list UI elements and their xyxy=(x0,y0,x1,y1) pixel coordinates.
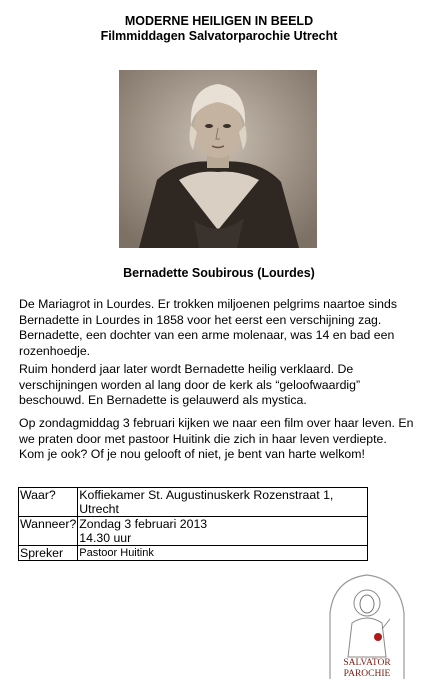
table-row xyxy=(19,517,368,546)
where-value: Koffiekamer St. Augustinuskerk Rozenstraat 1, Utrecht xyxy=(78,488,368,517)
when-cell xyxy=(78,517,368,546)
portrait-photo xyxy=(119,70,317,248)
welcome-text: Kom je ook? Of je nou gelooft of niet, je bent van harte welkom! xyxy=(19,447,365,461)
paragraph-canonization: Ruim honderd jaar later wordt Bernadette heilig verklaard. De verschijningen worden al lang door de kerk als “geloofwaardig” beschouwd. En Bernadette is gelauwerd als mystica. xyxy=(19,362,361,407)
speaker-label: Spreker xyxy=(19,546,78,561)
table-row xyxy=(19,488,368,517)
when-label: Wanneer? xyxy=(19,517,78,546)
logo-line2: PAROCHIE xyxy=(343,669,391,679)
subject-title: Bernadette Soubirous (Lourdes) xyxy=(123,266,315,280)
paragraph-intro: De Mariagrot in Lourdes. Er trokken miljoenen pelgrims naartoe sinds Bernadette in Lourdes in 1858 voor het eerst een verschijning zag. Bernadette, een dochter van een arme molenaar, was 14 en bad een rozenhoedje. xyxy=(19,297,397,358)
where-label: Waar? xyxy=(19,488,78,517)
when-date: Zondag 3 februari 2013 xyxy=(79,517,208,531)
header xyxy=(0,14,438,44)
when-time: 14.30 uur xyxy=(79,531,132,545)
salvator-parochie-logo xyxy=(324,573,410,681)
invitation-text: Op zondagmiddag 3 februari kijken we naar een film over haar leven. En we praten door met pastoor Huitink die zich in haar leven verdiepte. xyxy=(19,416,414,446)
page-title: MODERNE HEILIGEN IN BEELD xyxy=(124,14,314,28)
event-info-table xyxy=(18,487,368,561)
paragraph-invitation xyxy=(19,416,424,463)
christ-figure-icon xyxy=(324,573,410,681)
speaker-value: Pastoor Huitink xyxy=(78,546,368,561)
logo-line1: SALVATOR xyxy=(343,658,391,668)
page-subtitle: Filmmiddagen Salvatorparochie Utrecht xyxy=(100,29,338,43)
portrait-illustration xyxy=(119,70,317,248)
table-row xyxy=(19,546,368,561)
